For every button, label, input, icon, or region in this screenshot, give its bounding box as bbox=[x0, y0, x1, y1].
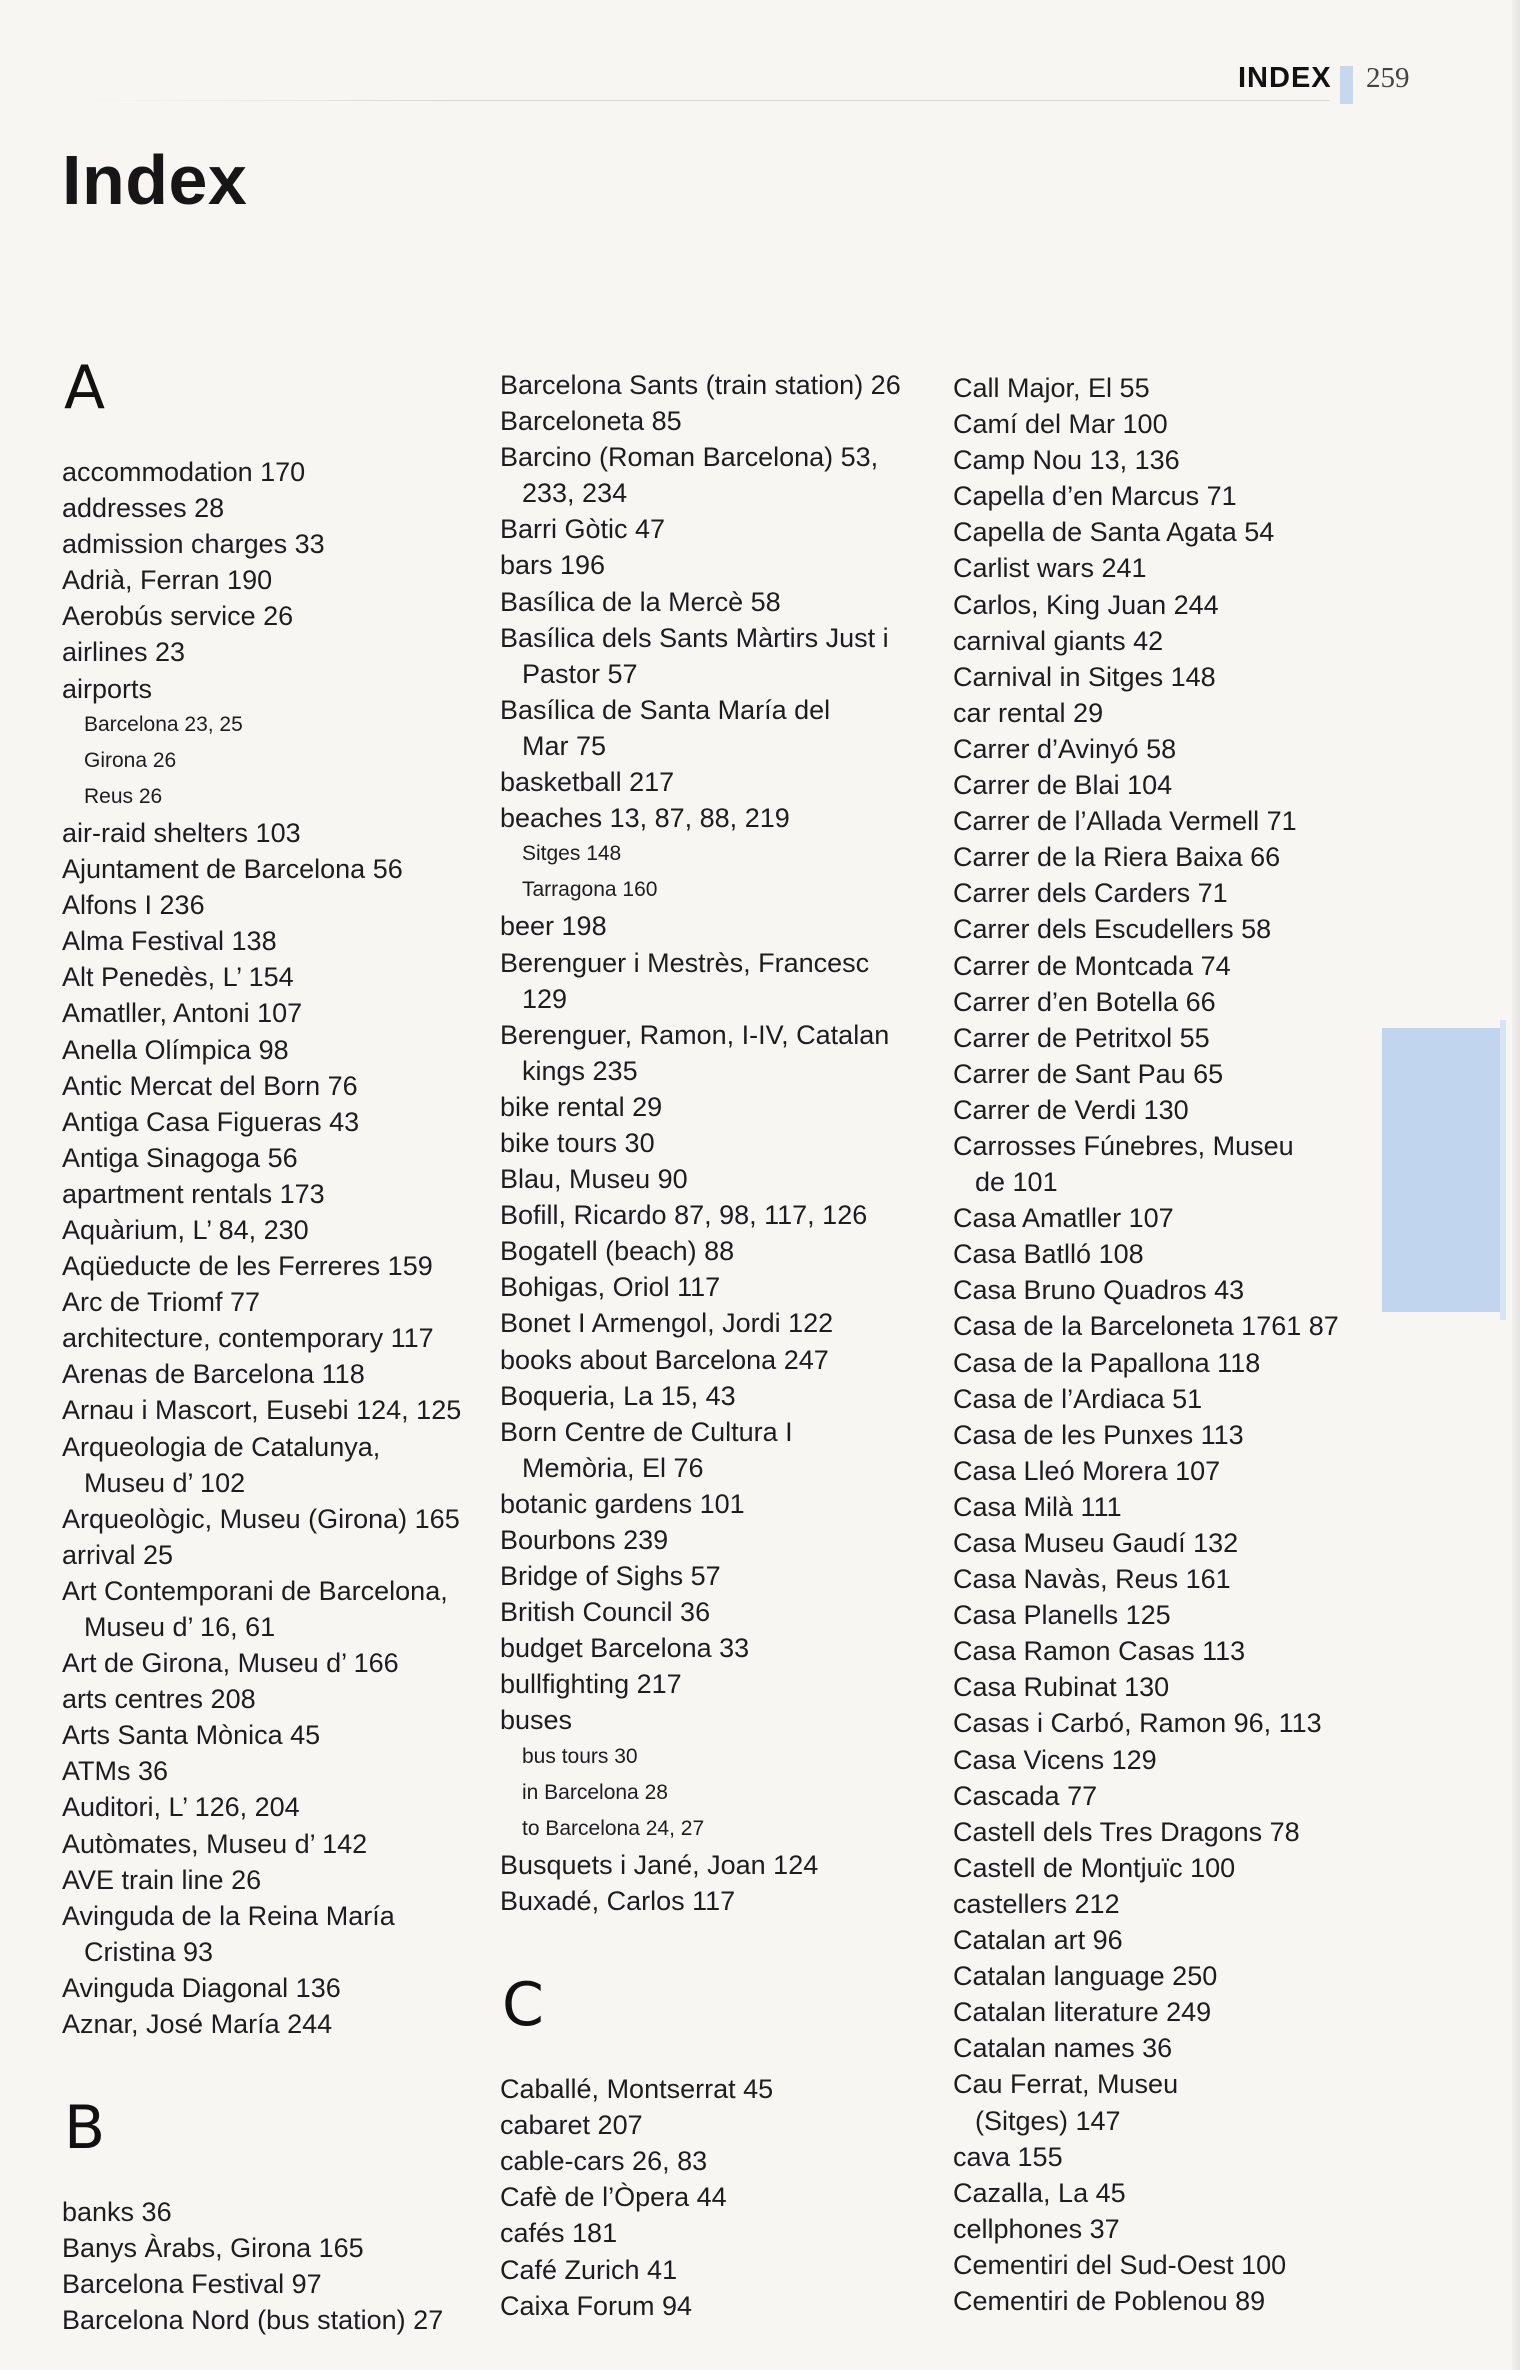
index-entry: Autòmates, Museu d’ 142 bbox=[62, 1828, 368, 1859]
section-letter: C bbox=[502, 1970, 544, 2041]
index-entry: Aerobús service 26 bbox=[62, 601, 294, 632]
index-entry: Catalan language 250 bbox=[953, 1961, 1218, 1992]
index-entry: basketball 217 bbox=[500, 767, 675, 798]
index-entry: bike rental 29 bbox=[500, 1091, 663, 1122]
index-entry: Arqueologia de Catalunya, bbox=[62, 1431, 381, 1462]
index-entry-continuation: (Sitges) 147 bbox=[975, 2105, 1121, 2136]
index-entry: Carrer d’Avinyó 58 bbox=[953, 733, 1177, 764]
index-entry: British Council 36 bbox=[500, 1597, 711, 1628]
index-entry: beer 198 bbox=[500, 911, 607, 942]
index-entry: Berenguer, Ramon, I-IV, Catalan bbox=[500, 1019, 890, 1050]
index-entry: Barri Gòtic 47 bbox=[500, 514, 666, 545]
index-entry: buses bbox=[500, 1705, 573, 1736]
index-entry: Casa Navàs, Reus 161 bbox=[953, 1564, 1231, 1595]
index-entry: Carrer de Sant Pau 65 bbox=[953, 1058, 1224, 1089]
index-group bbox=[953, 370, 1393, 2319]
index-entry: carnival giants 42 bbox=[953, 625, 1164, 656]
index-entry: botanic gardens 101 bbox=[500, 1488, 745, 1519]
index-entry: Barcelona Sants (train station) 26 bbox=[500, 370, 901, 400]
index-entry: Basílica dels Sants Màrtirs Just i bbox=[500, 622, 889, 653]
index-entry: Carnival in Sitges 148 bbox=[953, 661, 1216, 692]
index-entry: arrival 25 bbox=[62, 1539, 174, 1570]
index-entry: Casa Milà 111 bbox=[953, 1491, 1122, 1522]
index-entry: Arenas de Barcelona 118 bbox=[62, 1359, 365, 1390]
index-entry: cellphones 37 bbox=[953, 2213, 1120, 2244]
index-entry: Berenguer i Mestrès, Francesc bbox=[500, 947, 870, 978]
index-entry: budget Barcelona 33 bbox=[500, 1633, 750, 1664]
index-entry: Arts Santa Mònica 45 bbox=[62, 1720, 321, 1751]
index-entry: Cau Ferrat, Museu bbox=[953, 2069, 1179, 2100]
index-entry: Bonet I Armengol, Jordi 122 bbox=[500, 1308, 834, 1339]
index-entry: Casa de la Papallona 118 bbox=[953, 1347, 1261, 1378]
index-entry: Bridge of Sighs 57 bbox=[500, 1561, 721, 1592]
index-entry: Cazalla, La 45 bbox=[953, 2177, 1126, 2208]
index-entry: Carrer de Petritxol 55 bbox=[953, 1022, 1210, 1053]
index-group bbox=[62, 353, 502, 2042]
index-entry: airports bbox=[62, 673, 153, 704]
index-entry: Call Major, El 55 bbox=[953, 373, 1150, 403]
index-entry-continuation: Museu d’ 102 bbox=[84, 1467, 246, 1498]
index-entry: Casa de la Barceloneta 1761 87 bbox=[953, 1311, 1339, 1342]
index-entry: Banys Àrabs, Girona 165 bbox=[62, 2233, 364, 2264]
index-entry: car rental 29 bbox=[953, 697, 1104, 728]
index-entry: Avinguda de la Reina María bbox=[62, 1900, 395, 1931]
index-entry: Casa Vicens 129 bbox=[953, 1744, 1157, 1775]
index-group bbox=[62, 2093, 502, 2338]
page-number: 259 bbox=[1366, 62, 1410, 94]
page-edge bbox=[1512, 0, 1520, 2370]
index-entry: Casas i Carbó, Ramon 96, 113 bbox=[953, 1708, 1322, 1739]
index-entry: Aznar, José María 244 bbox=[62, 2009, 333, 2040]
index-entry: Carlist wars 241 bbox=[953, 553, 1147, 584]
index-entry-continuation: 233, 234 bbox=[522, 478, 628, 509]
index-entry: Casa Bruno Quadros 43 bbox=[953, 1275, 1245, 1306]
index-entry: Born Centre de Cultura I bbox=[500, 1416, 793, 1447]
index-subentry: to Barcelona 24, 27 bbox=[522, 1816, 705, 1840]
index-entry: Avinguda Diagonal 136 bbox=[62, 1972, 341, 2003]
index-entry: Camí del Mar 100 bbox=[953, 409, 1168, 440]
index-entry: Alma Festival 138 bbox=[62, 926, 277, 957]
index-entry: Bohigas, Oriol 117 bbox=[500, 1272, 721, 1303]
index-subentry: Barcelona 23, 25 bbox=[84, 712, 243, 736]
index-column-2 bbox=[500, 367, 940, 2324]
index-column-1 bbox=[62, 340, 502, 2339]
index-entry: cava 155 bbox=[953, 2141, 1063, 2172]
index-entry: Caixa Forum 94 bbox=[500, 2290, 693, 2321]
index-entry: Carrer de la Riera Baixa 66 bbox=[953, 842, 1281, 873]
index-entry: Alfons I 236 bbox=[62, 890, 205, 921]
index-entry: Bofill, Ricardo 87, 98, 117, 126 bbox=[500, 1200, 868, 1231]
index-group bbox=[500, 1970, 940, 2324]
header-rule bbox=[80, 100, 1330, 101]
index-entry: Casa de les Punxes 113 bbox=[953, 1419, 1244, 1450]
index-entry: Antiga Sinagoga 56 bbox=[62, 1142, 298, 1173]
index-entry: Casa Rubinat 130 bbox=[953, 1672, 1170, 1703]
index-entry: airlines 23 bbox=[62, 637, 186, 668]
running-head-marker bbox=[1340, 66, 1353, 104]
index-entry: Cementiri de Poblenou 89 bbox=[953, 2285, 1266, 2316]
index-entry: Barcelona Nord (bus station) 27 bbox=[62, 2305, 444, 2336]
index-entry: Aquàrium, L’ 84, 230 bbox=[62, 1214, 309, 1245]
index-entry: Carrosses Fúnebres, Museu bbox=[953, 1130, 1294, 1161]
index-entry: Capella d’en Marcus 71 bbox=[953, 481, 1237, 512]
index-entry: ATMs 36 bbox=[62, 1756, 169, 1787]
section-letter: A bbox=[64, 353, 106, 423]
index-entry: Carrer de Blai 104 bbox=[953, 770, 1173, 801]
index-entry: Antic Mercat del Born 76 bbox=[62, 1070, 358, 1101]
index-entry: addresses 28 bbox=[62, 493, 225, 524]
index-entry: Camp Nou 13, 136 bbox=[953, 445, 1180, 476]
index-entry: Basílica de Santa María del bbox=[500, 694, 831, 725]
index-entry: apartment rentals 173 bbox=[62, 1178, 325, 1209]
index-entry: AVE train line 26 bbox=[62, 1864, 262, 1895]
index-entry: Art de Girona, Museu d’ 166 bbox=[62, 1648, 399, 1679]
index-entry: Art Contemporani de Barcelona, bbox=[62, 1575, 448, 1606]
index-subentry: in Barcelona 28 bbox=[522, 1780, 668, 1804]
index-entry: books about Barcelona 247 bbox=[500, 1344, 829, 1375]
index-entry: Blau, Museu 90 bbox=[500, 1164, 688, 1195]
index-entry: Catalan art 96 bbox=[953, 1925, 1123, 1956]
index-entry: accommodation 170 bbox=[62, 457, 306, 487]
index-entry: Barceloneta 85 bbox=[500, 406, 682, 437]
index-entry: Casa Amatller 107 bbox=[953, 1203, 1174, 1234]
index-entry: Carrer de l’Allada Vermell 71 bbox=[953, 806, 1297, 837]
index-entry: Bogatell (beach) 88 bbox=[500, 1236, 735, 1267]
index-entry: cable-cars 26, 83 bbox=[500, 2146, 708, 2177]
index-entry: Carrer dels Carders 71 bbox=[953, 878, 1228, 909]
index-entry: bike tours 30 bbox=[500, 1127, 655, 1158]
index-entry-continuation: Pastor 57 bbox=[522, 658, 638, 689]
index-entry: bars 196 bbox=[500, 550, 606, 581]
index-entry-continuation: Memòria, El 76 bbox=[522, 1452, 704, 1483]
index-entry: Boqueria, La 15, 43 bbox=[500, 1380, 736, 1411]
index-entry: air-raid shelters 103 bbox=[62, 817, 301, 848]
index-entry: Caballé, Montserrat 45 bbox=[500, 2074, 774, 2105]
index-entry: Capella de Santa Agata 54 bbox=[953, 517, 1275, 548]
index-column-3 bbox=[953, 370, 1393, 2319]
index-subentry: Tarragona 160 bbox=[522, 878, 658, 902]
index-entry-continuation: Cristina 93 bbox=[84, 1936, 214, 1967]
index-subentry: Girona 26 bbox=[84, 748, 177, 772]
index-entry: bullfighting 217 bbox=[500, 1669, 682, 1700]
index-entry-continuation: 129 bbox=[522, 983, 568, 1014]
index-entry: Café Zurich 41 bbox=[500, 2254, 678, 2285]
index-entry: Cafè de l’Òpera 44 bbox=[500, 2182, 727, 2213]
index-entry: Barcino (Roman Barcelona) 53, bbox=[500, 442, 879, 473]
index-entry: Arnau i Mascort, Eusebi 124, 125 bbox=[62, 1395, 462, 1426]
index-entry: Alt Penedès, L’ 154 bbox=[62, 962, 294, 993]
running-head: INDEX bbox=[1238, 62, 1332, 94]
thumb-index-tab-edge bbox=[1500, 1020, 1506, 1320]
index-entry: Barcelona Festival 97 bbox=[62, 2269, 322, 2300]
index-entry: Buxadé, Carlos 117 bbox=[500, 1885, 736, 1916]
index-entry: architecture, contemporary 117 bbox=[62, 1323, 434, 1354]
index-entry: Arqueològic, Museu (Girona) 165 bbox=[62, 1503, 460, 1534]
index-entry: Carlos, King Juan 244 bbox=[953, 589, 1219, 620]
section-letter: B bbox=[64, 2093, 106, 2164]
index-entry: Cementiri del Sud-Oest 100 bbox=[953, 2249, 1287, 2280]
index-entry: Ajuntament de Barcelona 56 bbox=[62, 854, 403, 885]
index-entry: admission charges 33 bbox=[62, 529, 325, 560]
index-entry: Busquets i Jané, Joan 124 bbox=[500, 1849, 819, 1880]
index-entry: Amatller, Antoni 107 bbox=[62, 998, 303, 1029]
index-entry: Casa Museu Gaudí 132 bbox=[953, 1528, 1239, 1558]
index-entry: Casa Batlló 108 bbox=[953, 1239, 1144, 1270]
index-entry-continuation: Museu d’ 16, 61 bbox=[84, 1612, 276, 1642]
index-entry: arts centres 208 bbox=[62, 1684, 256, 1715]
index-entry: Casa Lleó Morera 107 bbox=[953, 1455, 1221, 1486]
index-entry: Casa Ramon Casas 113 bbox=[953, 1636, 1246, 1667]
page-title: Index bbox=[62, 141, 248, 219]
index-entry: Anella Olímpica 98 bbox=[62, 1034, 289, 1065]
index-entry: Carrer dels Escudellers 58 bbox=[953, 914, 1272, 945]
index-entry: Casa de l’Ardiaca 51 bbox=[953, 1383, 1203, 1414]
index-entry: Carrer d’en Botella 66 bbox=[953, 986, 1216, 1017]
index-entry: Antiga Casa Figueras 43 bbox=[62, 1106, 360, 1137]
index-entry: Auditori, L’ 126, 204 bbox=[62, 1792, 300, 1823]
index-entry: beaches 13, 87, 88, 219 bbox=[500, 803, 790, 834]
index-entry: Catalan names 36 bbox=[953, 2033, 1173, 2064]
index-entry: Bourbons 239 bbox=[500, 1525, 669, 1555]
index-entry: Carrer de Verdi 130 bbox=[953, 1094, 1189, 1125]
index-entry-continuation: kings 235 bbox=[522, 1055, 638, 1086]
index-entry: cafés 181 bbox=[500, 2218, 618, 2249]
index-entry: castellers 212 bbox=[953, 1888, 1120, 1919]
index-entry: Arc de Triomf 77 bbox=[62, 1287, 261, 1318]
index-entry: Casa Planells 125 bbox=[953, 1600, 1171, 1631]
index-entry: banks 36 bbox=[62, 2197, 172, 2228]
index-subentry: bus tours 30 bbox=[522, 1744, 638, 1768]
index-entry: Castell dels Tres Dragons 78 bbox=[953, 1816, 1300, 1847]
thumb-index-tab bbox=[1382, 1028, 1504, 1312]
index-entry: Aqüeducte de les Ferreres 159 bbox=[62, 1251, 433, 1282]
index-group bbox=[500, 367, 940, 1919]
index-entry: Basílica de la Mercè 58 bbox=[500, 586, 781, 617]
index-entry-continuation: Mar 75 bbox=[522, 730, 607, 761]
index-entry: cabaret 207 bbox=[500, 2110, 643, 2141]
index-subentry: Reus 26 bbox=[84, 784, 163, 808]
index-subentry: Sitges 148 bbox=[522, 842, 622, 866]
index-entry: Cascada 77 bbox=[953, 1780, 1098, 1811]
index-entry: Carrer de Montcada 74 bbox=[953, 950, 1231, 981]
index-entry: Castell de Montjuïc 100 bbox=[953, 1852, 1236, 1883]
index-entry: Catalan literature 249 bbox=[953, 1997, 1212, 2028]
index-entry: Adrià, Ferran 190 bbox=[62, 565, 273, 596]
index-entry-continuation: de 101 bbox=[975, 1167, 1058, 1198]
